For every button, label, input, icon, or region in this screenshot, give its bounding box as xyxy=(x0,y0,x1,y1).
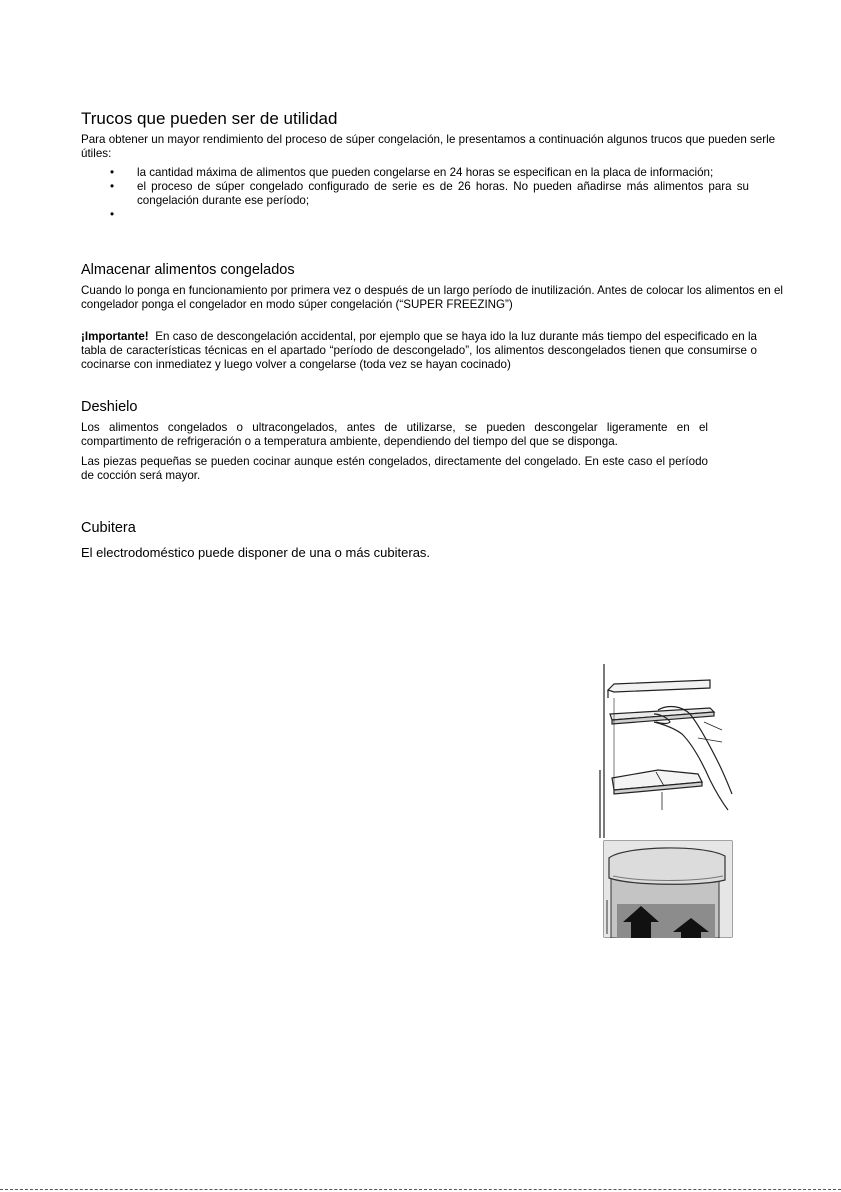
thaw-title: Deshielo xyxy=(81,399,138,415)
bullet-dot: • xyxy=(110,166,115,179)
thaw-p2: Las piezas pequeñas se pueden cocinar aunque estén congelados, directamente del congelado. En este caso el período de cocción será mayor. xyxy=(81,455,708,482)
tricks-bullet-1: la cantidad máxima de alimentos que pueden congelarse en 24 horas se especifican en la placa de información; xyxy=(137,166,714,179)
bullet-dot: • xyxy=(110,208,115,221)
tricks-intro: Para obtener un mayor rendimiento del proceso de súper congelación, le presentamos a continuación algunos trucos que pueden serle útiles: xyxy=(81,133,776,160)
ice-body: El electrodoméstico puede disponer de una o más cubiteras. xyxy=(81,545,431,560)
shelf-removal-illustration xyxy=(598,662,733,840)
important-paragraph xyxy=(81,330,757,372)
important-label: ¡Importante! xyxy=(81,330,149,343)
important-text: En caso de descongelación accidental, por ejemplo que se haya ido la luz durante más tiempo del especificado en la tabla de características técnicas en el apartado “período de descongelado”, los alimentos descongelados tienen que consumirse o cocinarse con inmediatez y luego volver a congelarse (toda vez se hayan cocinado) xyxy=(81,330,757,371)
tricks-bullet-2: el proceso de súper congelado configurado de serie es de 26 horas. No pueden añadirse más alimentos para su congelación durante ese período; xyxy=(137,180,749,207)
store-title: Almacenar alimentos congelados xyxy=(81,262,295,278)
thaw-p1: Los alimentos congelados o ultracongelados, antes de utilizarse, se pueden descongelar ligeramente en el compartimento de refrigeración o a temperatura ambiente, dependiendo del tiempo del que se disponga. xyxy=(81,421,708,448)
freezer-drawer-illustration xyxy=(603,840,733,938)
tricks-title: Trucos que pueden ser de utilidad xyxy=(81,109,338,128)
ice-title: Cubitera xyxy=(81,520,136,536)
store-body: Cuando lo ponga en funcionamiento por primera vez o después de un largo período de inutilización. Antes de colocar los alimentos en el congelador ponga el congelador en modo súper congelación (“SUPER FREEZING”) xyxy=(81,284,783,311)
bullet-dot: • xyxy=(110,180,115,193)
page-bottom-rule xyxy=(0,1189,841,1190)
